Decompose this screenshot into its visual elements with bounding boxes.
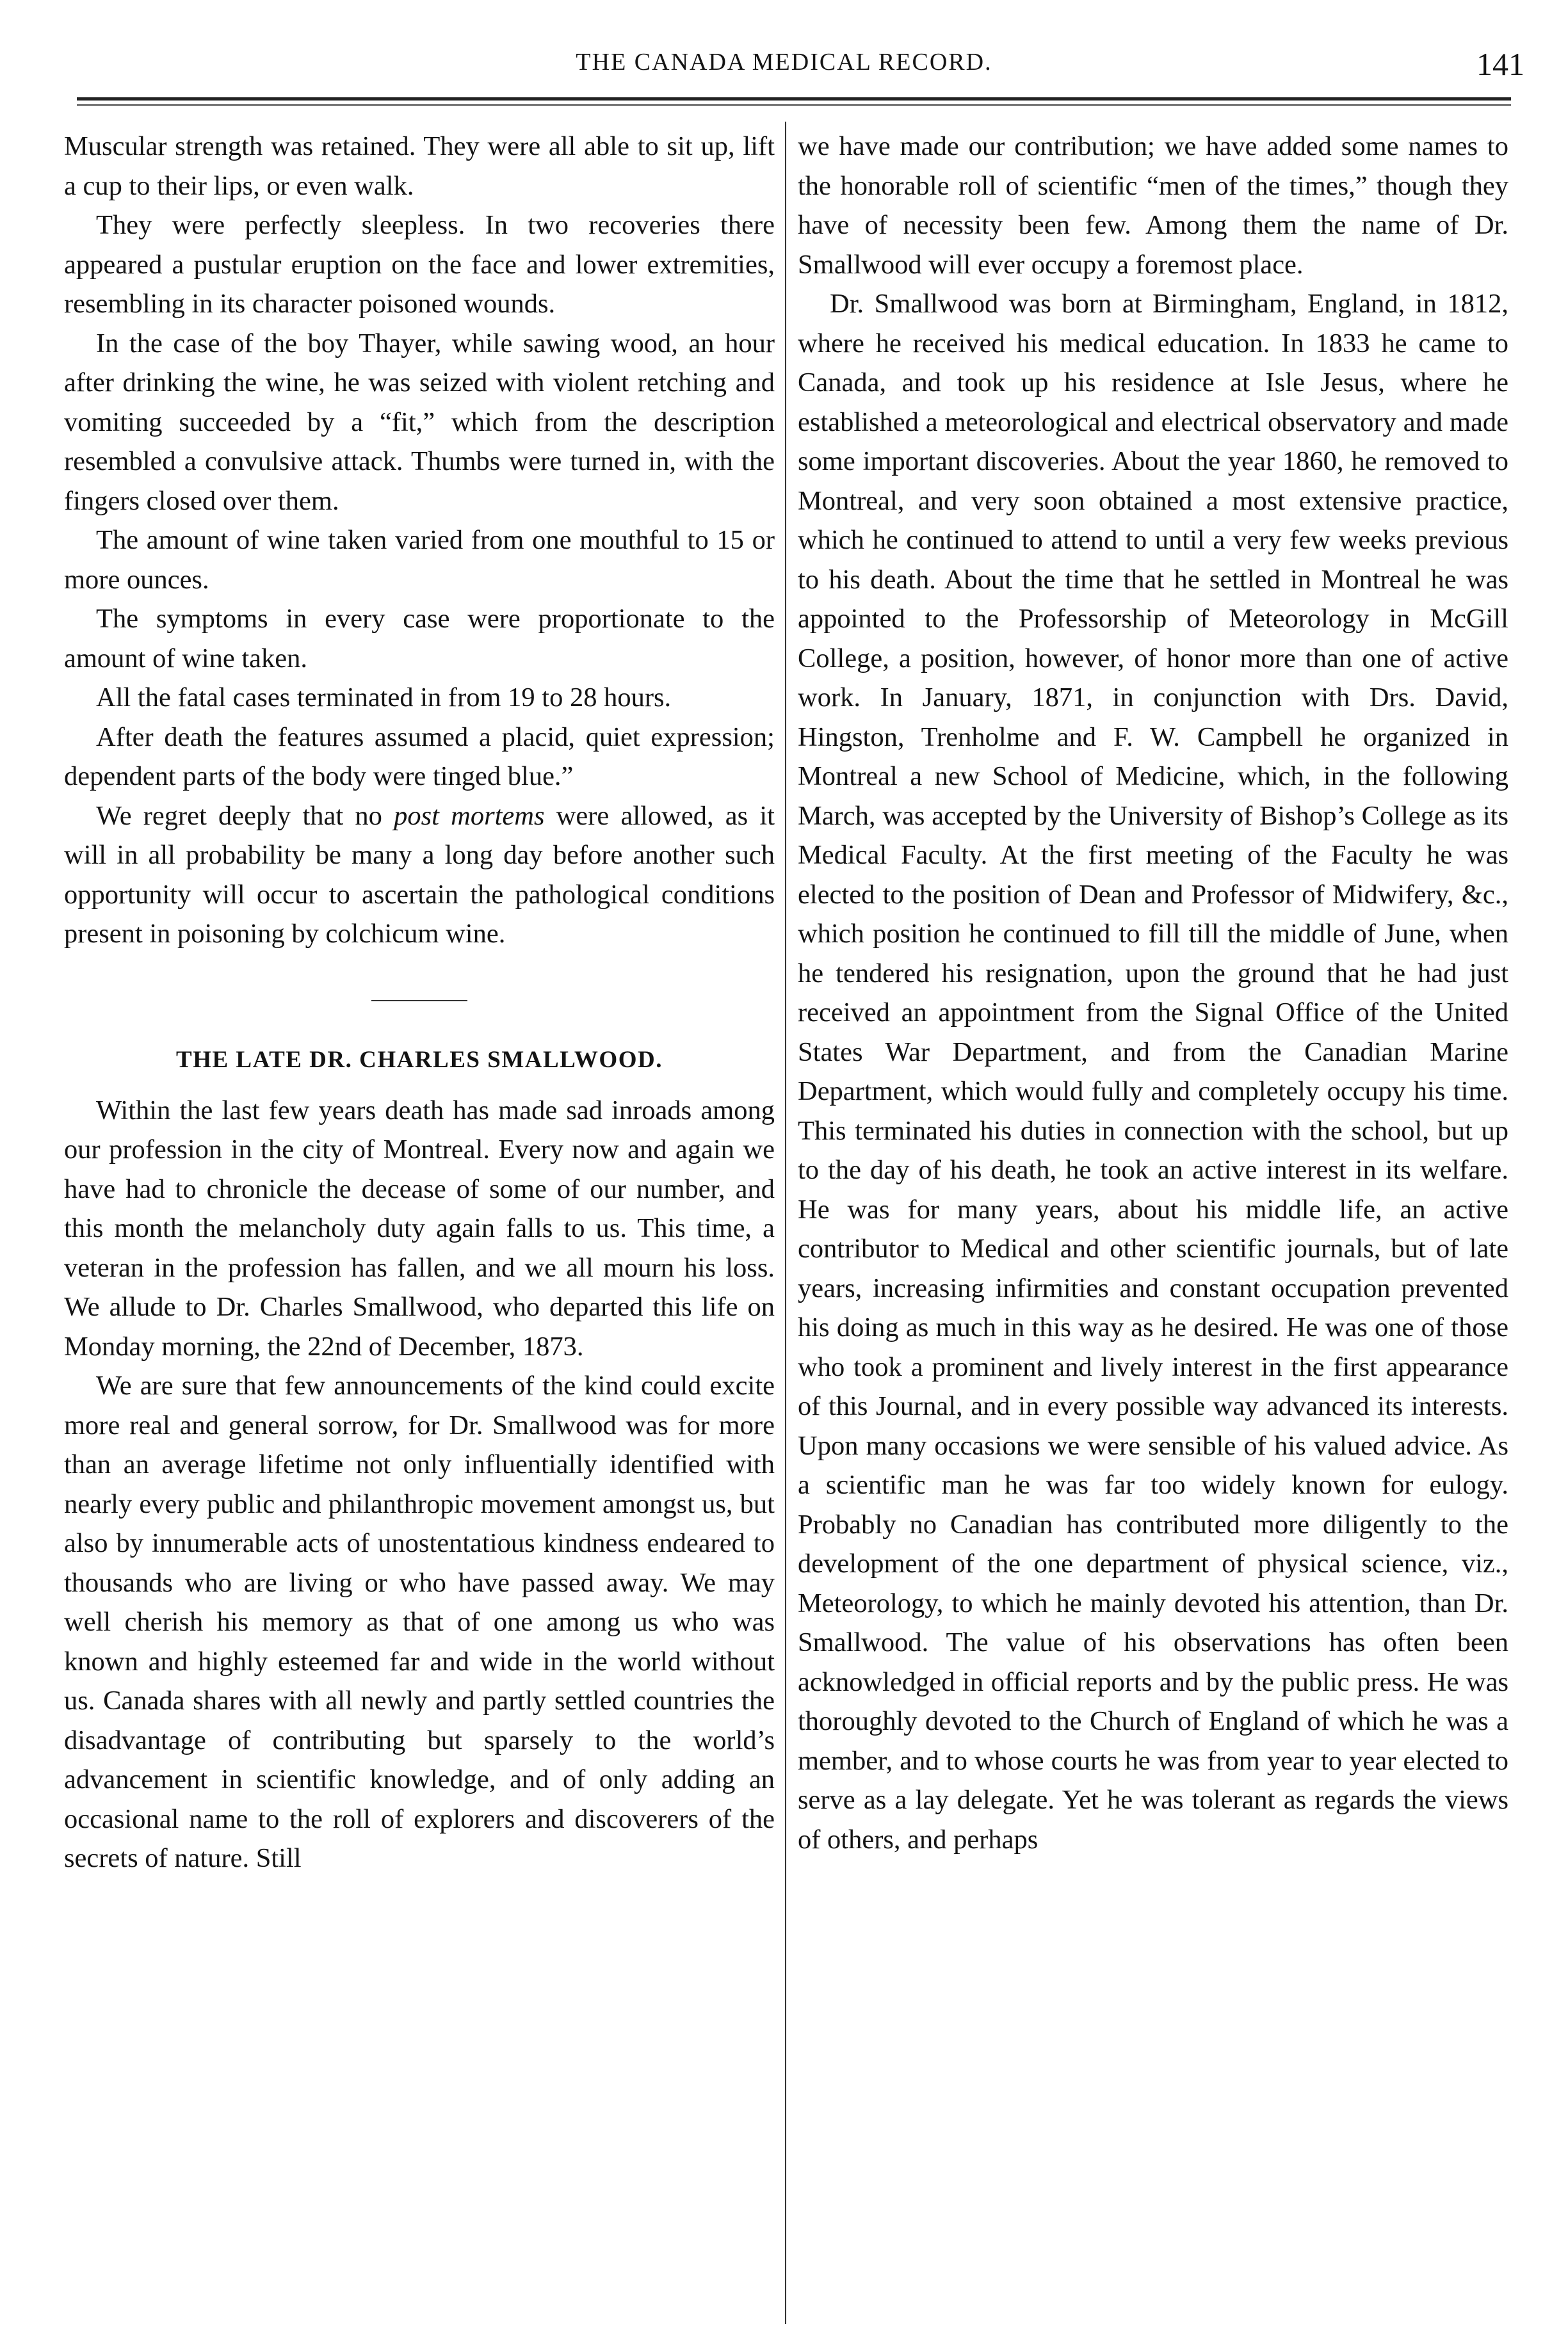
paragraph: After death the features assumed a placid, quiet expression; dependent parts of the body were tinged blue.” (64, 722, 775, 791)
paragraph-text: We regret deeply that no (96, 800, 394, 831)
left-column (64, 127, 775, 1878)
header-rule-thin (77, 104, 1511, 106)
column-divider (785, 122, 786, 2324)
section-divider (371, 1000, 467, 1001)
paragraph: we have made our contribution; we have added some names to the honorable roll of scientific “men of the times,” though they have of necessity been few. Among them the name of Dr. Smallwood will ever occupy a foremost place. (798, 131, 1508, 280)
paragraph: The amount of wine taken varied from one mouthful to 15 or more ounces. (64, 525, 775, 595)
paragraph: All the fatal cases terminated in from 19 to 28 hours. (96, 682, 672, 713)
running-header (0, 48, 1568, 86)
paragraph-text: were allowed, as it will in all probability be many a long day before another such opportunity will occur to ascertain the pathological conditions present in poisoning by colchicum wine. (64, 800, 775, 949)
paragraph: Muscular strength was retained. They were all able to sit up, lift a cup to their lips, or even walk. (64, 131, 775, 201)
paragraph: The symptoms in every case were proportionate to the amount of wine taken. (64, 604, 775, 673)
journal-title: THE CANADA MEDICAL RECORD. (576, 49, 992, 76)
paragraph: They were perfectly sleepless. In two recoveries there appeared a pustular eruption on the face and lower extremities, resembling in its character poisoned wounds. (64, 210, 775, 319)
paragraph: In the case of the boy Thayer, while sawing wood, an hour after drinking the wine, he was seized with violent retching and vomiting succeeded by a “fit,” which from the description resembled a convulsive attack. Thumbs were turned in, with the fingers closed over them. (64, 328, 775, 516)
emphasis-text: post mortems (394, 800, 545, 831)
header-rule (77, 97, 1511, 101)
paragraph: Dr. Smallwood was born at Birmingham, England, in 1812, where he received his medical education. In 1833 he came to Canada, and took up his residence at Isle Jesus, where he established a meteorological and electrical observatory and made some important discoveries. About the year 1860, he removed to Montreal, and very soon obtained a most extensive practice, which he continued to attend to until a very few weeks previous to his death. About the time that he settled in Montreal he was appointed to the Professorship of Meteorology in McGill College, a position, however, of honor more than one of active work. In January, 1871, in conjunction with Drs. David, Hingston, Trenholme and F. W. Campbell he organized in Montreal a new School of Medicine, which, in the following March, was accepted by the University of Bishop’s College as its Medical Faculty. At the first meeting of the Faculty he was elected to the position of Dean and Professor of Midwifery, &c., which position he continued to fill till the middle of June, when he tendered his resignation, upon the ground that he had just received an appointment from the Signal Office of the United States War Department, and from the Canadian Marine Department, which would fully and completely occupy his time. This terminated his duties in connection with the school, but up to the day of his death, he took an active interest in its welfare. He was for many years, about his middle life, an active contributor to Medical and other scientific journals, but of late years, increasing infirmities and constant occupation prevented his doing as much in this way as he desired. He was one of those who took a prominent and lively interest in the first appearance of this Journal, and in every possible way advanced its interests. Upon many occasions we were sensible of his valued advice. As a scientific man he was far too widely known for eulogy. Probably no Canadian has contributed more diligently to the development of the one department of physical science, viz., Meteorology, to which he mainly devoted his attention, than Dr. Smallwood. The value of his observations has often been acknowledged in official reports and by the public press. He was thoroughly devoted to the Church of England of which he was a member, and to whose courts he was from year to year elected to serve as a lay delegate. Yet he was tolerant as regards the views of others, and perhaps (798, 289, 1508, 1855)
paragraph: We are sure that few announcements of the kind could excite more real and general sorrow, for Dr. Smallwood was for more than an average lifetime not only influentially identified with nearly every public and philanthropic movement amongst us, but also by innumerable acts of unostentatious kindness endeared to thousands who are living or who have passed away. We may well cherish his memory as that of one among us who was known and highly esteemed far and wide in the world without us. Canada shares with all newly and partly settled countries the disadvantage of contributing but sparsely to the world’s advancement in scientific knowledge, and of only adding an occasional name to the roll of explorers and discoverers of the secrets of nature. Still (64, 1371, 775, 1873)
right-column (798, 127, 1508, 1859)
section-heading: THE LATE DR. CHARLES SMALLWOOD. (176, 1046, 663, 1073)
paragraph: Within the last few years death has made sad inroads among our profession in the city of Montreal. Every now and again we have had to chronicle the decease of some of our number, and this month the melancholy duty again falls to us. This time, a veteran in the profession has fallen, and we all mourn his loss. We allude to Dr. Charles Smallwood, who departed this life on Monday morning, the 22nd of December, 1873. (64, 1095, 775, 1362)
page-number: 141 (1476, 46, 1524, 82)
paragraph (64, 796, 775, 954)
